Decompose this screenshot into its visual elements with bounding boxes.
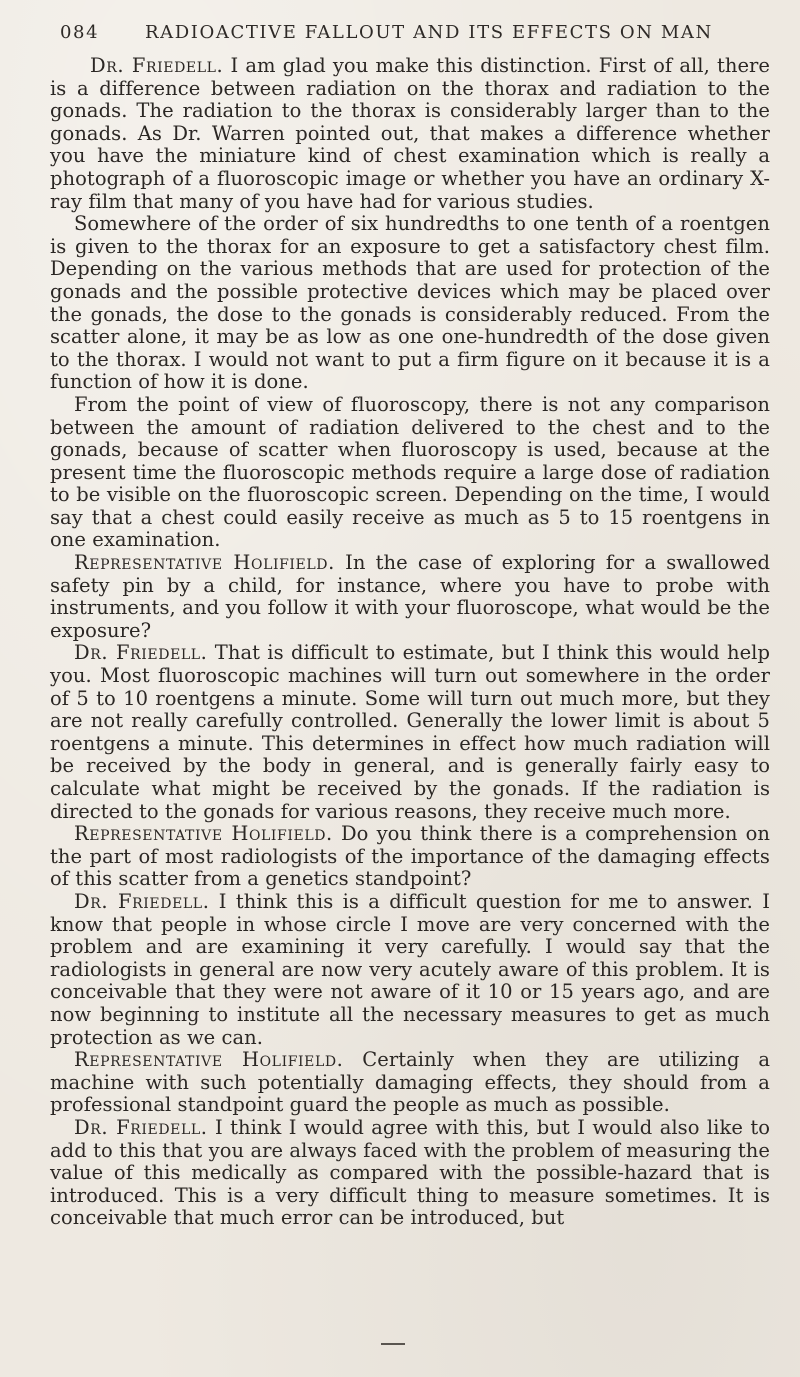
paragraph-text: Certainly when they are utilizing a machine with such potentially damaging effects, they should from a professional standpoint guard the people as much as possible. <box>50 1048 770 1117</box>
paragraph-text: I think I would agree with this, but I would also like to add to this that you are always faced with the problem of measuring the value of this medically as compared with the possible-hazard that is introduced. This is a very difficult thing to measure sometimes. It is conceivable that much error can be introduced, but <box>50 1115 770 1230</box>
speaker-name: Representative Holifield. <box>74 551 335 575</box>
paragraph-text: Do you think there is a comprehension on the part of most radiologists of the importance of the damaging effects of this scatter from a genetics standpoint? <box>50 822 771 891</box>
paragraph <box>50 394 770 552</box>
running-header <box>60 22 760 52</box>
paragraph <box>50 1117 770 1230</box>
paragraph <box>50 891 770 1049</box>
paragraph <box>50 823 770 891</box>
body-text <box>50 55 770 1230</box>
paragraph-text: I am glad you make this distinction. First of all, there is a difference between radiation on the thorax and radiation to the gonads. The radiation to the thorax is considerably larger than to the gonads. As Dr. Warren pointed out, that makes a difference whether you have the miniature kind of chest examination which is really a photograph of a fluoroscopic image or whether you have an ordinary X-ray film that many of you have had for various studies. <box>50 54 770 213</box>
paragraph-text: Somewhere of the order of six hundredths to one tenth of a roentgen is given to the thorax for an exposure to get a satisfactory chest film. Depending on the various methods that are used for protection of the gonads and the possible protective devices which may be placed over the gonads, the dose to the gonads is considerably reduced. From the scatter alone, it may be as low as one one-hundredth of the dose given to the thorax. I would not want to put a firm figure on it because it is a function of how it is done. <box>50 212 770 394</box>
paragraph <box>50 213 770 394</box>
speaker-name: Representative Holifield. <box>74 1048 344 1072</box>
speaker-name: Dr. Friedell. <box>74 641 208 665</box>
paragraph <box>50 552 770 642</box>
paragraph <box>50 642 770 823</box>
speaker-name: Dr. Friedell. <box>74 889 210 913</box>
speaker-name: Representative Holifield. <box>74 822 333 846</box>
running-title: RADIOACTIVE FALLOUT AND ITS EFFECTS ON MAN <box>145 22 713 43</box>
paragraph-text: In the case of exploring for a swallowed safety pin by a child, for instance, where you have to probe with instruments, and you follow it with your fluoroscope, what would be the exposure? <box>50 551 770 642</box>
paragraph <box>50 55 770 213</box>
page-number: 084 <box>60 22 100 43</box>
paragraph-text: That is difficult to estimate, but I think this would help you. Most fluoroscopic machines will turn out somewhere in the order of 5 to 10 roentgens a minute. Some will turn out much more, but they are not really carefully controlled. Generally the lower limit is about 5 roentgens a minute. This determines in effect how much radiation will be received by the body in general, and is generally fairly easy to calculate what might be received by the gonads. If the radiation is directed to the gonads for various reasons, they receive much more. <box>50 641 770 823</box>
footer-rule <box>381 1343 405 1345</box>
paragraph <box>50 1049 770 1117</box>
paragraph-text: I think this is a difficult question for me to answer. I know that people in whose circle I move are very concerned with the problem and are examining it very carefully. I would say that the radiologists in general are now very acutely aware of this problem. It is conceivable that they were not aware of it 10 or 15 years ago, and are now beginning to institute all the necessary measures to get as much protection as we can. <box>50 889 770 1049</box>
speaker-name: Dr. Friedell. <box>74 1115 208 1139</box>
paragraph-text: From the point of view of fluoroscopy, there is not any comparison between the amount of radiation delivered to the chest and to the gonads, because of scatter when fluoroscopy is used, because at the present time the fluoroscopic methods require a large dose of radiation to be visible on the fluoroscopic screen. Depending on the time, I would say that a chest could easily receive as much as 5 to 15 roentgens in one examination. <box>50 392 770 552</box>
speaker-name: Dr. Friedell. <box>90 54 224 77</box>
